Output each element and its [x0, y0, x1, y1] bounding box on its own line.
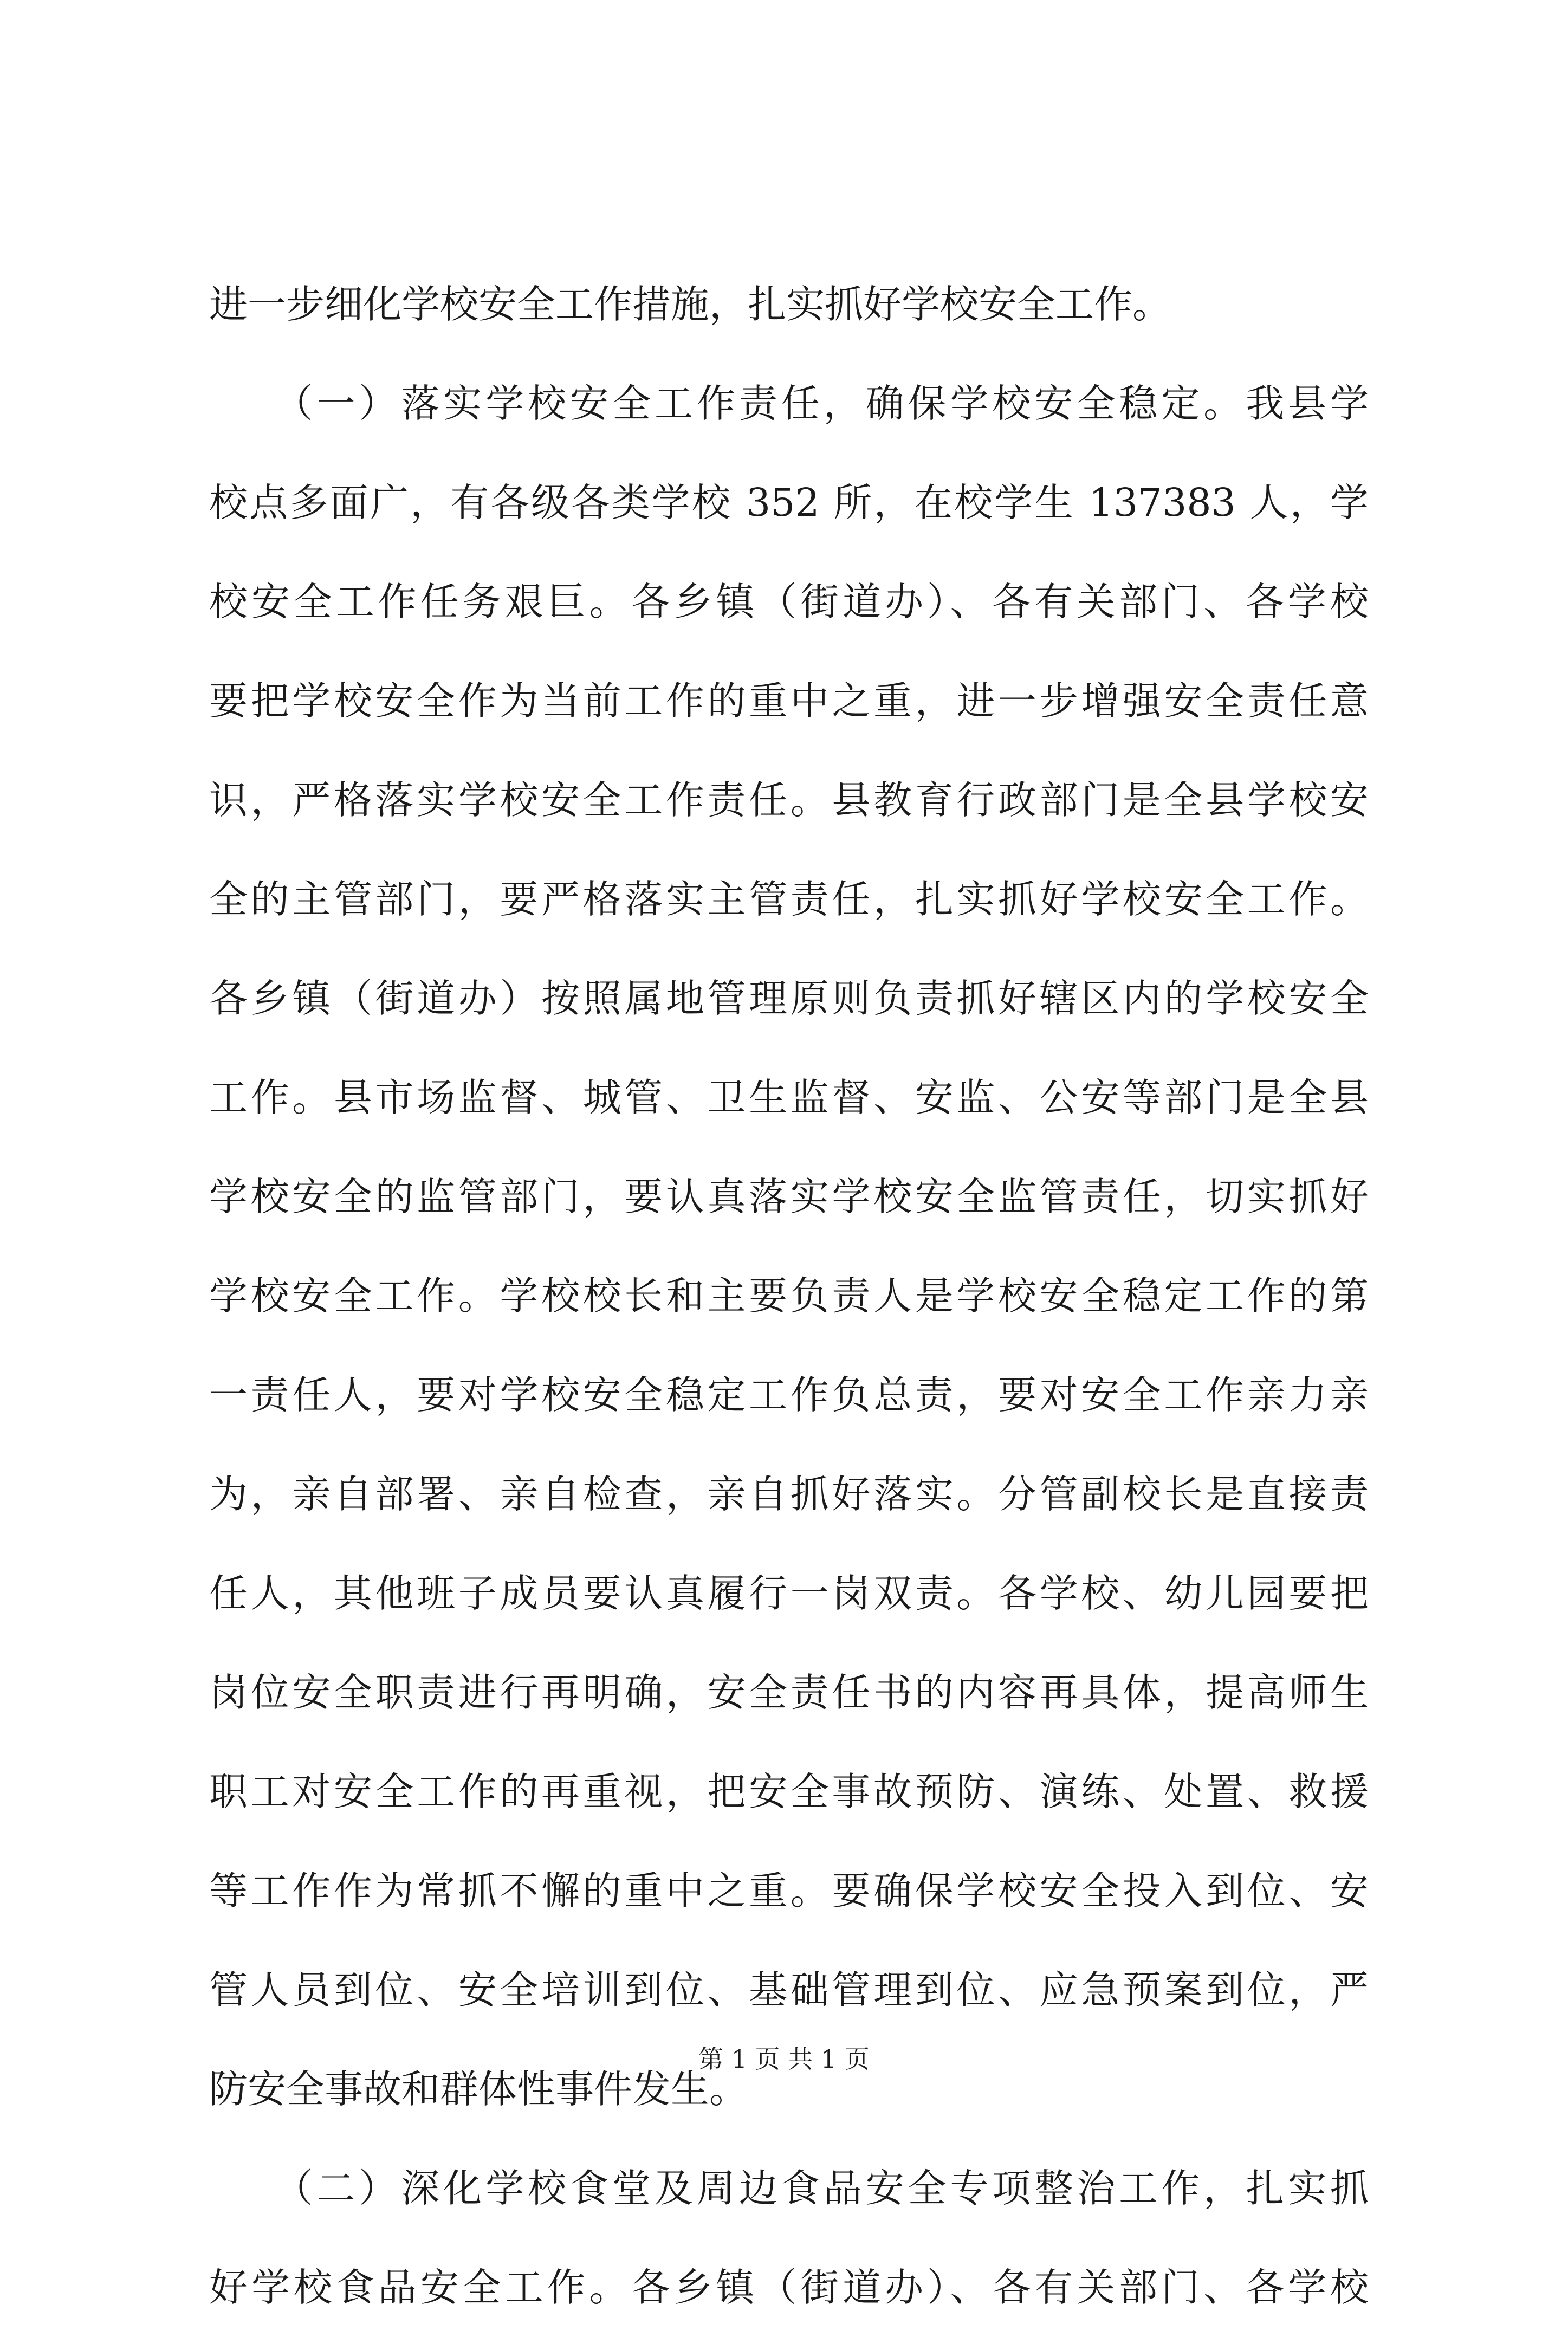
text-line: 工作。县市场监督、城管、卫生监督、安监、公安等部门是全县	[209, 1075, 1369, 1120]
text-line: 管人员到位、安全培训到位、基础管理到位、应急预案到位，严	[209, 1967, 1369, 2012]
text-line: 各乡镇（街道办）按照属地管理原则负责抓好辖区内的学校安全	[209, 976, 1369, 1021]
text-line: 一责任人，要对学校安全稳定工作负总责，要对安全工作亲力亲	[209, 1373, 1369, 1417]
text-line: 任人，其他班子成员要认真履行一岗双责。各学校、幼儿园要把	[209, 1571, 1369, 1616]
text-line: 全的主管部门，要严格落实主管责任，扎实抓好学校安全工作。	[209, 877, 1369, 922]
text-line: 校点多面广，有各级各类学校 352 所，在校学生 137383 人，学	[209, 480, 1369, 525]
text-line: 识，严格落实学校安全工作责任。县教育行政部门是全县学校安	[209, 778, 1369, 823]
text-line: 职工对安全工作的再重视，把安全事故预防、演练、处置、救援	[209, 1769, 1369, 1814]
text-line: 进一步细化学校安全工作措施，扎实抓好学校安全工作。	[209, 282, 1171, 327]
text-line: 岗位安全职责进行再明确，安全责任书的内容再具体，提高师生	[209, 1670, 1369, 1715]
text-line: 防安全事故和群体性事件发生。	[209, 2067, 748, 2112]
text-line: 好学校食品安全工作。各乡镇（街道办）、各有关部门、各学校	[209, 2265, 1369, 2310]
text-line: 为，亲自部署、亲自检查，亲自抓好落实。分管副校长是直接责	[209, 1472, 1369, 1517]
document-body	[209, 255, 1369, 2337]
text-line: 要把学校安全作为当前工作的重中之重，进一步增强安全责任意	[209, 678, 1369, 723]
text-line: 学校安全的监管部门，要认真落实学校安全监管责任，切实抓好	[209, 1174, 1369, 1219]
text-line: （一）落实学校安全工作责任，确保学校安全稳定。我县学	[209, 381, 1369, 426]
text-line: 校安全工作任务艰巨。各乡镇（街道办）、各有关部门、各学校	[209, 579, 1369, 624]
text-line: 等工作作为常抓不懈的重中之重。要确保学校安全投入到位、安	[209, 1868, 1369, 1913]
page-footer: 第 1 页 共 1 页	[698, 2044, 870, 2074]
text-line: 学校安全工作。学校校长和主要负责人是学校安全稳定工作的第	[209, 1273, 1369, 1318]
text-line: （二）深化学校食堂及周边食品安全专项整治工作，扎实抓	[209, 2166, 1369, 2211]
